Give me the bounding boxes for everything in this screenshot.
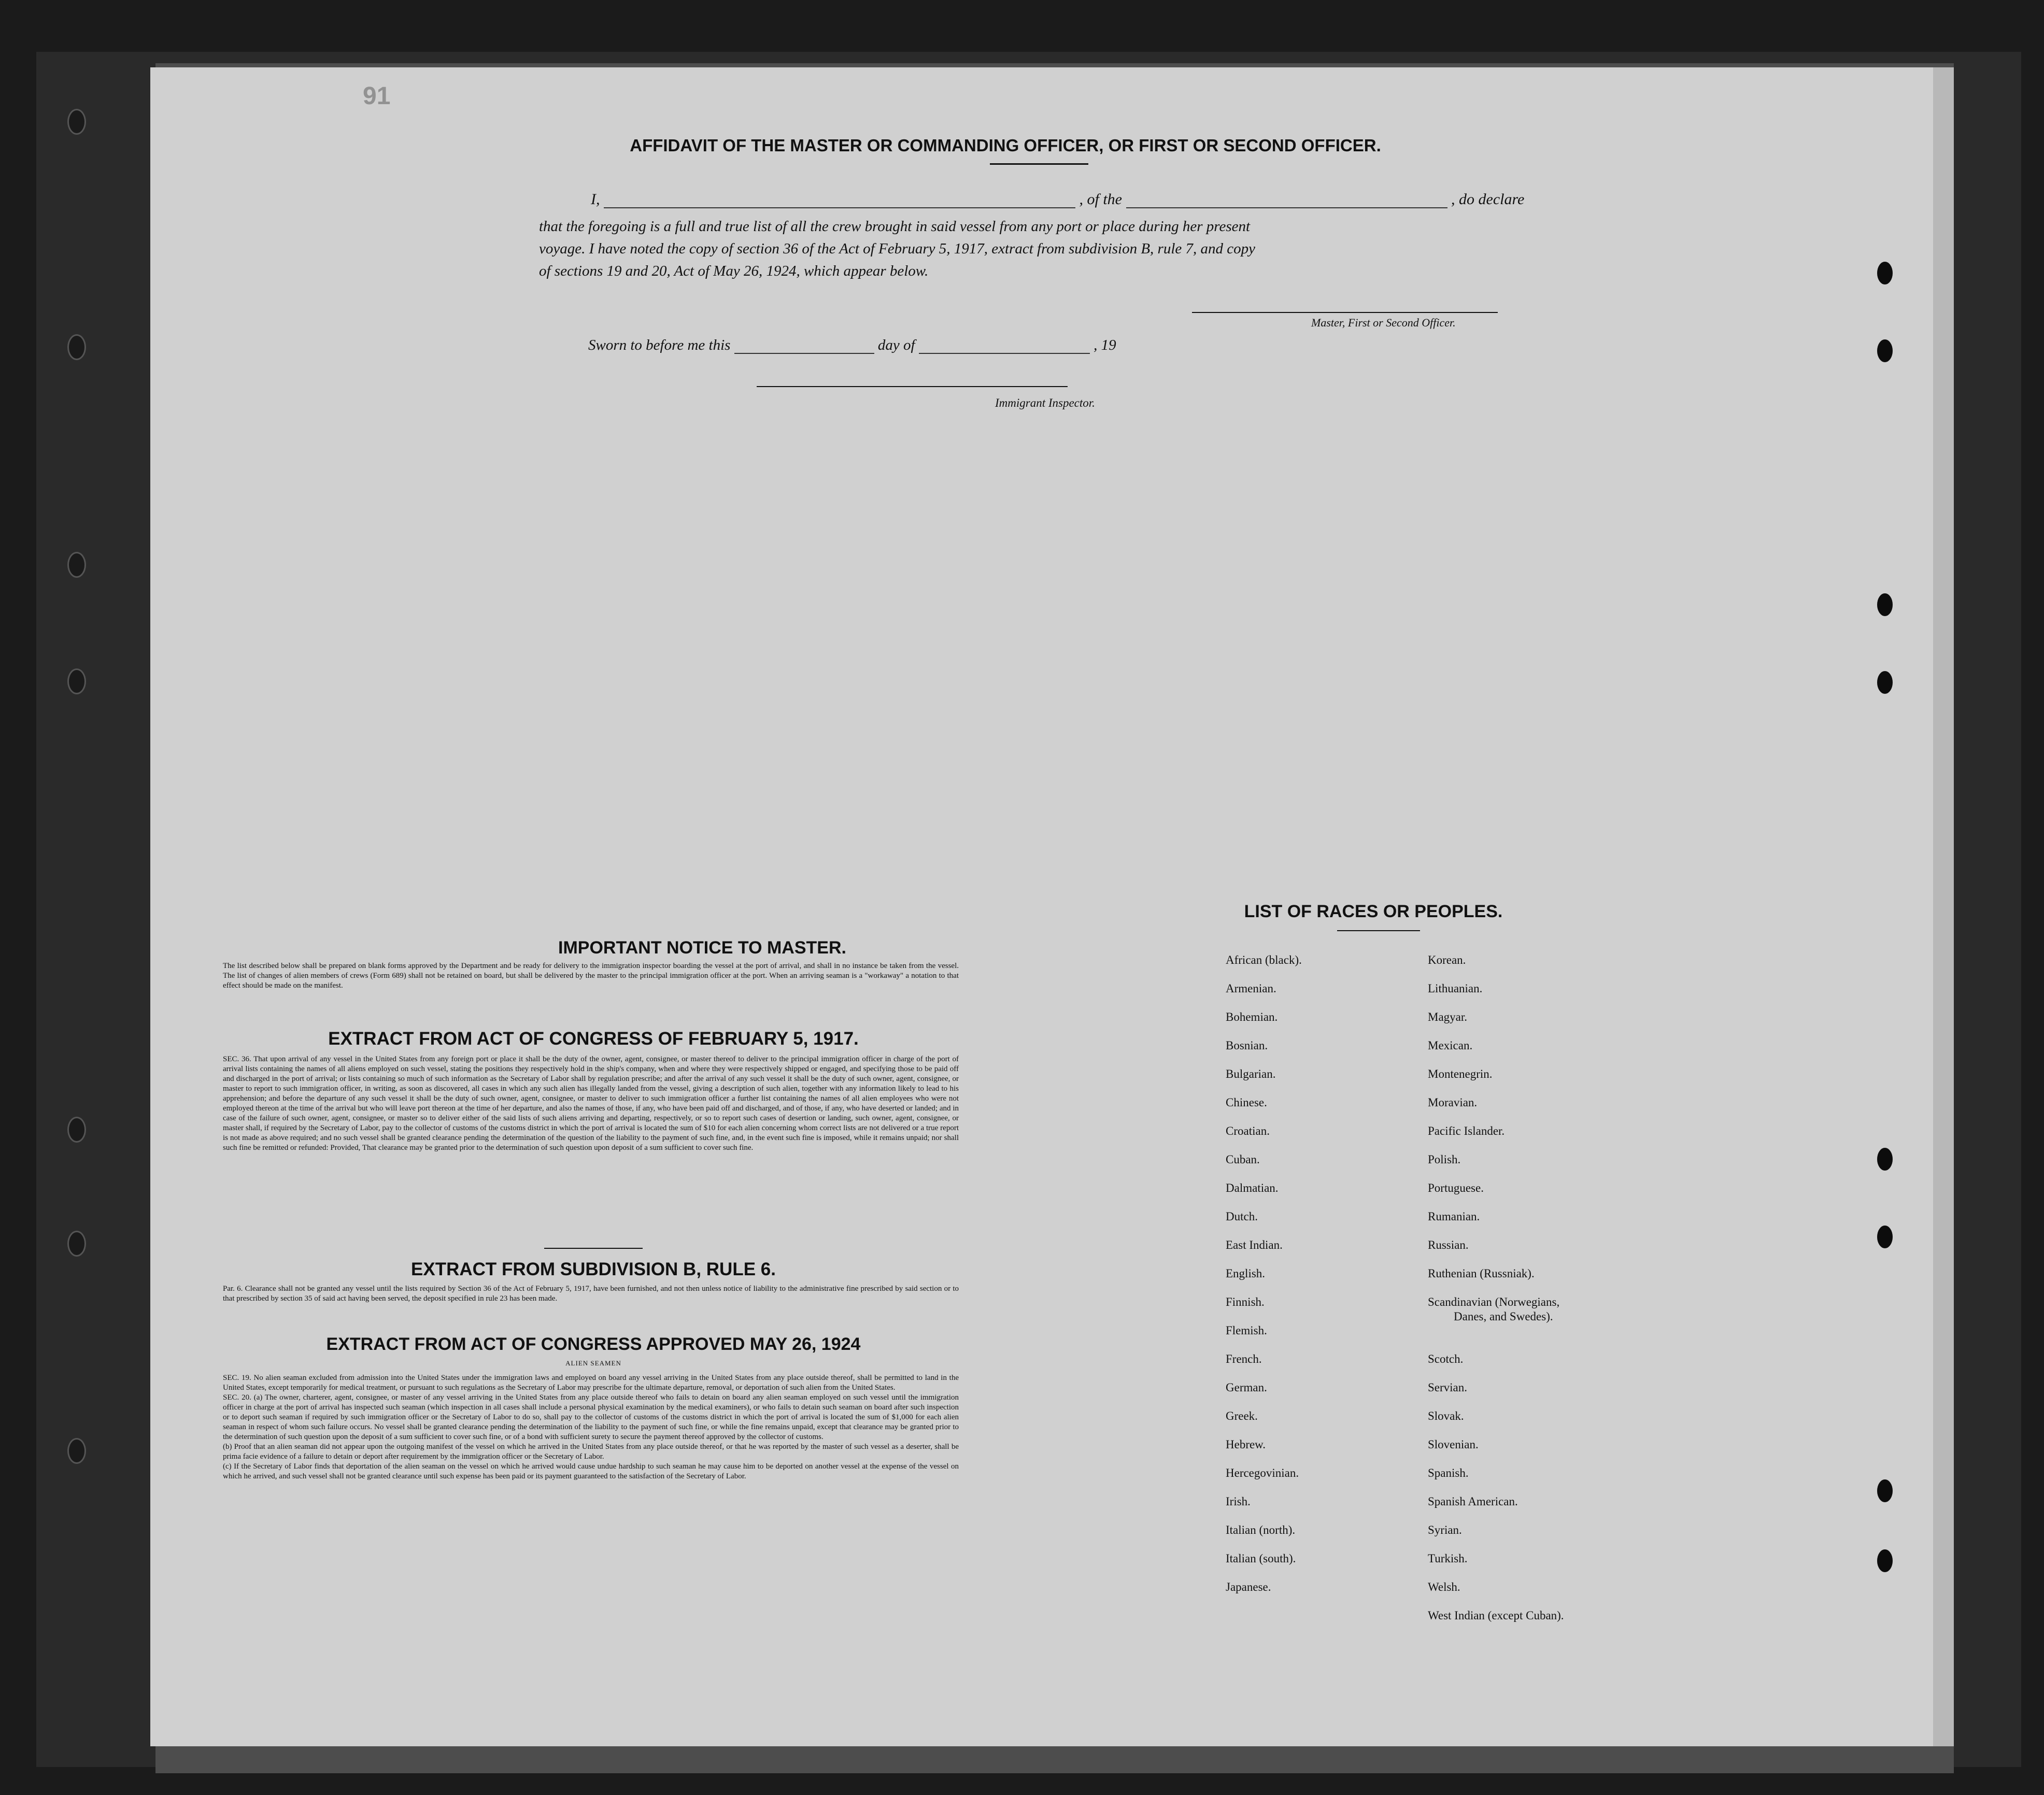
race-item: Russian.	[1428, 1238, 1469, 1251]
race-item: Slovenian.	[1428, 1438, 1479, 1451]
extract-1917-title: EXTRACT FROM ACT OF CONGRESS OF FEBRUARY 5, 1917.	[328, 1029, 859, 1049]
affidavit-line-1: that the foregoing is a full and true list of all the crew brought in said vessel from any port or place during her present	[539, 218, 1251, 235]
year-label: , 19	[1094, 337, 1116, 353]
rule6-title: EXTRACT FROM SUBDIVISION B, RULE 6.	[411, 1259, 776, 1279]
sec-20c-text: (c) If the Secretary of Labor finds that deportation of the alien seaman on the vessel on which he arrived would cause undue hardship to such seaman he may cause him to be deported on another vessel at the expense of the vessel on which he arrived, and such vessel shall not be granted clearance until such expense has been paid or its payment guaranteed to the satisfaction of the Secretary of Labor.	[223, 1462, 959, 1480]
affidavit-do-declare: , do declare	[1451, 191, 1525, 208]
race-item: Cuban.	[1226, 1153, 1260, 1166]
race-item: Welsh.	[1428, 1580, 1460, 1593]
master-signature-line	[1192, 312, 1498, 313]
vessel-blank	[1126, 207, 1447, 208]
race-item: Slovak.	[1428, 1409, 1464, 1422]
binder-hole	[1877, 1148, 1893, 1171]
race-item: Ruthenian (Russniak).	[1428, 1267, 1535, 1280]
race-item: Croatian.	[1226, 1124, 1270, 1137]
notice-text: The list described below shall be prepared on blank forms approved by the Department and be ready for delivery to the immigration inspector boarding the vessel at the port of arrival, and shall in no instance be taken from the vessel. The list of changes of alien members of crews (Form 689) shall not be retained on board, but shall be delivered by the master to the principal immigration officer at the port. When an arriving seaman is a "workaway" a notation to that effect should be made on the manifest.	[223, 962, 959, 990]
name-blank	[604, 207, 1075, 208]
race-item: Finnish.	[1226, 1295, 1265, 1308]
page-number: 91	[363, 82, 391, 110]
sworn-label: Sworn to before me this	[588, 337, 731, 353]
race-item: Moravian.	[1428, 1096, 1478, 1109]
race-item: West Indian (except Cuban).	[1428, 1609, 1564, 1622]
binder-hole	[1877, 339, 1893, 362]
extract-1924-subtitle: ALIEN SEAMEN	[565, 1359, 621, 1367]
race-item: Scotch.	[1428, 1352, 1464, 1365]
race-item: Polish.	[1428, 1153, 1461, 1166]
race-item: Italian (north).	[1226, 1523, 1296, 1536]
race-item: Hebrew.	[1226, 1438, 1266, 1451]
race-item: Mexican.	[1428, 1039, 1473, 1052]
binder-hole	[67, 1117, 86, 1143]
sec-20b-text: (b) Proof that an alien seaman did not appear upon the outgoing manifest of the vessel on which he arrived in the United States from any place outside thereof, or that he was reported by the master of such vessel as a deserter, shall be prima facie evidence of a failure to detain or deport after requirement by the immigration officer or the Secretary of Labor.	[223, 1443, 959, 1461]
race-item: Greek.	[1226, 1409, 1258, 1422]
race-item: Danes, and Swedes).	[1454, 1310, 1553, 1323]
race-item: Portuguese.	[1428, 1181, 1484, 1194]
rule6-text: Par. 6. Clearance shall not be granted any vessel until the lists required by Section 36 of the Act of February 5, 1917, have been furnished, and not then unless notice of liability to the administrative fine prescribed by said section or to that prescribed by section 35 of said act having been served, the deposit specified in rule 23 has been made.	[223, 1285, 959, 1303]
sec-19-text: SEC. 19. No alien seaman excluded from admission into the United States under the immigration laws and employed on board any vessel arriving in the United States from any place outside thereof, shall be permitted to land in the United States, except temporarily for medical treatment, or pursuant to such regulations as the Secretary of Labor may prescribe for the ultimate departure, removal, or deportation of such alien from the United States.	[223, 1374, 959, 1392]
extract-1924-body	[223, 1373, 959, 1481]
sec-20a-text: SEC. 20. (a) The owner, charterer, agent, consignee, or master of any vessel arriving in the United States from any place outside thereof who fails to detain on board any alien seaman employed on such vessel until the immigration officer in charge at the port of arrival has inspected such seaman (which inspection in all cases shall include a personal physical examination by the medical examiners), or who fails to detain such seaman on board after such inspection or to deport such seaman if required by such immigration officer or the Secretary of Labor to do so, shall pay to the collector of customs of the customs district in which the port of arrival is located the sum of $1,000 for each alien seaman in respect of whom such failure occurs. No vessel shall be granted clearance pending the determination of the liability to the payment of such fine, or while the fine remains unpaid, except that clearance may be granted prior to the determination of such question upon the deposit of a sum sufficient to cover such fine, or of a bond with sufficient surety to secure the payment thereof approved by the collector of customs.	[223, 1393, 959, 1441]
race-item: Rumanian.	[1428, 1210, 1480, 1223]
race-item: Bohemian.	[1226, 1010, 1278, 1023]
document-page	[150, 67, 1933, 1746]
binder-hole	[1877, 1226, 1893, 1248]
races-column-2	[1428, 953, 1635, 1689]
sworn-month-blank	[919, 353, 1090, 354]
binder-hole	[67, 668, 86, 694]
affidavit-i: I,	[591, 191, 600, 208]
day-of-label: day of	[877, 337, 915, 353]
race-item: English.	[1226, 1267, 1266, 1280]
race-item: Syrian.	[1428, 1523, 1462, 1536]
race-item: French.	[1226, 1352, 1262, 1365]
race-item: Chinese.	[1226, 1096, 1267, 1109]
affidavit-body	[539, 216, 1690, 282]
binder-hole	[1877, 262, 1893, 284]
sworn-line	[588, 337, 1116, 354]
race-item: Armenian.	[1226, 982, 1276, 995]
race-item: German.	[1226, 1381, 1267, 1394]
race-item: Bulgarian.	[1226, 1067, 1276, 1080]
affidavit-declaration-line	[591, 191, 1690, 208]
binder-hole	[1877, 1479, 1893, 1502]
race-item: African (black).	[1226, 953, 1302, 966]
race-item: Korean.	[1428, 953, 1466, 966]
affidavit-title: AFFIDAVIT OF THE MASTER OR COMMANDING OFFICER, OR FIRST OR SECOND OFFICER.	[630, 136, 1381, 155]
binder-hole	[67, 109, 86, 135]
binder-hole	[67, 1438, 86, 1464]
binder-hole	[1877, 593, 1893, 616]
sworn-day-blank	[734, 353, 874, 354]
extract-1917-text: SEC. 36. That upon arrival of any vessel in the United States from any foreign port or place it shall be the duty of the owner, agent, consignee, or master thereof to deliver to the principal immigration officer in charge of the port of arrival lists containing the names of all aliens employed on such vessel, stating the positions they respectively hold in the ship's company, when and where they were respectively shipped or engaged, and specifying those to be paid off and discharged in the port of arrival; or lists containing so much of such information as the Secretary of Labor shall by regulation prescribe; and after the arrival of any such vessel it shall be the duty of such owner, agent, consignee, or master to report to such immigration officer, in writing, as soon as discovered, all cases in which any such alien has illegally landed from the vessel, giving a description of such alien, together with any information likely to lead to his apprehension; and before the departure of any such vessel it shall be the duty of such owner, agent, consignee, or master to deliver to such immigration officer a further list containing the names of all alien employees who were not employed thereon at the time of the arrival but who will leave port thereon at the time of her departure, and also the names of those, if any, who have been paid off and discharged, and of those, if any, who have deserted or landed; and in case of the failure of such owner, agent, consignee, or master so to deliver either of the said lists of such aliens arriving and departing, respectively, or so to report such cases of desertion or landing, such owner, agent, consignee, or master shall, if required by the Secretary of Labor, pay to the collector of customs of the customs district in which the port of arrival is located the sum of $10 for each alien concerning whom correct lists are not delivered or a true report is not made as above required; and no such vessel shall be granted clearance pending the determination of the question of the liability to the payment of such fine, and, in the event such fine is imposed, while it remains unpaid; nor shall such fine be remitted or refunded: Provided, That clearance may be granted prior to the determination of such question upon deposit of a sum sufficient to cover such fine.	[223, 1055, 959, 1152]
race-item: Servian.	[1428, 1381, 1468, 1394]
race-item: Spanish.	[1428, 1466, 1469, 1479]
affidavit-of-the: , of the	[1079, 191, 1122, 208]
master-signature-label: Master, First or Second Officer.	[1311, 316, 1456, 329]
binder-hole	[67, 334, 86, 360]
races-title-rule	[1337, 930, 1420, 931]
races-column-1	[1226, 953, 1423, 1689]
race-item: East Indian.	[1226, 1238, 1283, 1251]
races-title: LIST OF RACES OR PEOPLES.	[1244, 902, 1503, 921]
binder-hole	[67, 1231, 86, 1257]
section-divider	[544, 1248, 643, 1249]
race-item: Italian (south).	[1226, 1552, 1296, 1565]
race-item: Pacific Islander.	[1428, 1124, 1505, 1137]
race-item: Japanese.	[1226, 1580, 1271, 1593]
title-rule	[990, 163, 1088, 165]
race-item: Scandinavian (Norwegians,	[1428, 1295, 1560, 1308]
race-item: Montenegrin.	[1428, 1067, 1493, 1080]
affidavit-line-2: voyage. I have noted the copy of section 36 of the Act of February 5, 1917, extract from subdivision B, rule 7, and copy	[539, 240, 1256, 257]
race-item: Dalmatian.	[1226, 1181, 1279, 1194]
inspector-label: Immigrant Inspector.	[995, 396, 1095, 409]
race-item: Turkish.	[1428, 1552, 1468, 1565]
race-item: Hercegovinian.	[1226, 1466, 1299, 1479]
binder-hole	[1877, 671, 1893, 694]
race-item: Spanish American.	[1428, 1495, 1518, 1508]
extract-1924-title: EXTRACT FROM ACT OF CONGRESS APPROVED MAY 26, 1924	[326, 1334, 861, 1354]
binder-hole	[1877, 1549, 1893, 1572]
affidavit-line-3: of sections 19 and 20, Act of May 26, 1924, which appear below.	[539, 263, 929, 279]
race-item: Lithuanian.	[1428, 982, 1483, 995]
inspector-signature-line	[757, 386, 1068, 387]
race-item: Magyar.	[1428, 1010, 1468, 1023]
race-item: Flemish.	[1226, 1324, 1267, 1337]
binder-hole	[67, 552, 86, 578]
race-item: Irish.	[1226, 1495, 1251, 1508]
race-item: Dutch.	[1226, 1210, 1258, 1223]
notice-title: IMPORTANT NOTICE TO MASTER.	[558, 938, 846, 958]
race-item: Bosnian.	[1226, 1039, 1268, 1052]
